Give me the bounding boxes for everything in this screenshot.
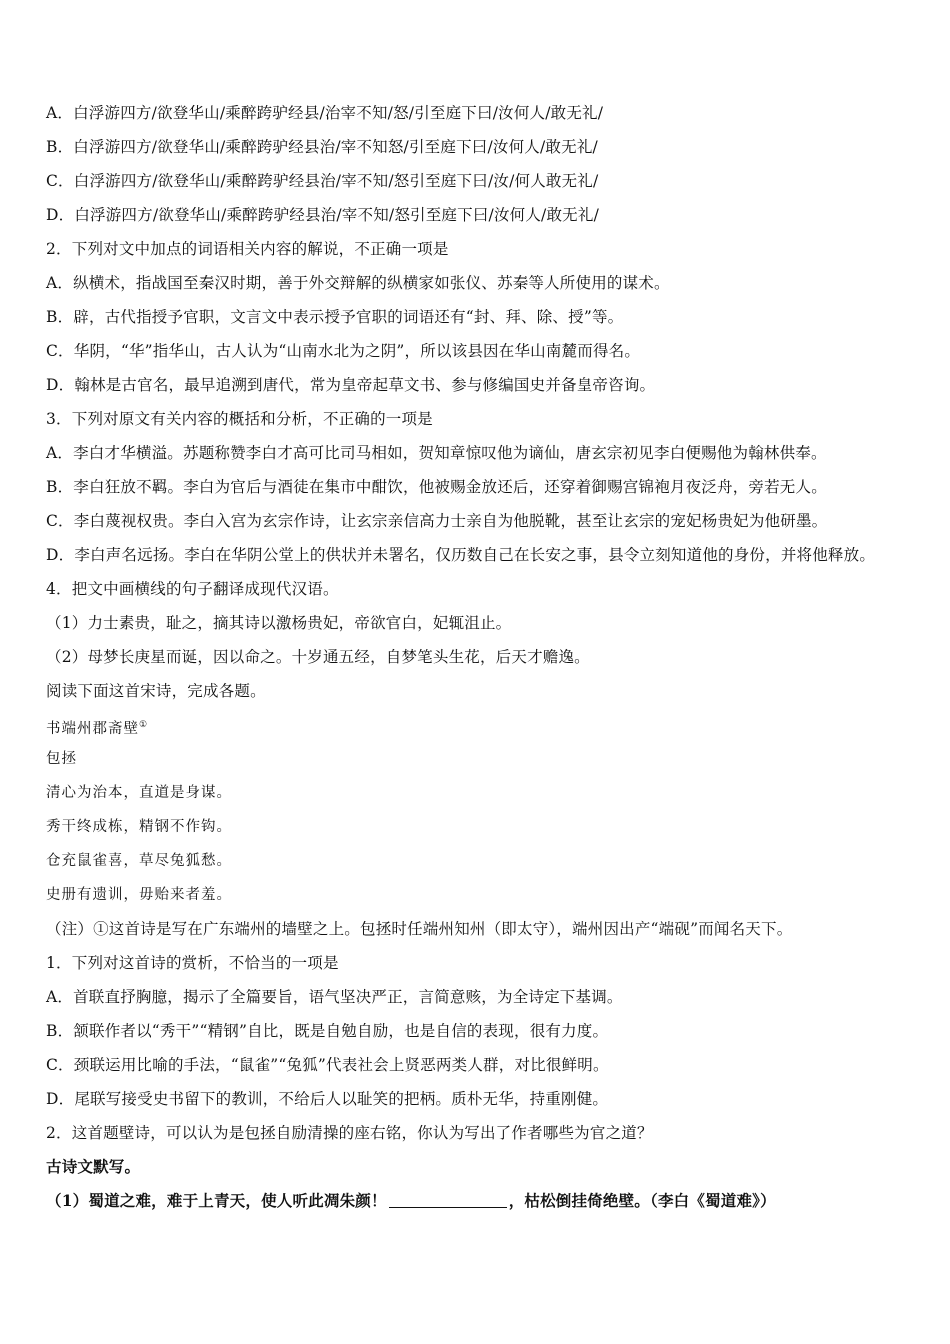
q2-option-a: A．纵横术，指战国至秦汉时期，善于外交辩解的纵横家如张仪、苏秦等人所使用的谋术。 <box>46 274 670 292</box>
poem-title-text: 书端州郡斋壁 <box>46 721 139 737</box>
poem-author: 包拯 <box>46 751 77 767</box>
q3-option-d: D．李白声名远扬。李白在华阴公堂上的供状并未署名，仅历数自己在长安之事，县令立刻知道他的身份，并将他释放。 <box>46 546 876 564</box>
poem-title <box>46 708 906 742</box>
q2-option-d: D．翰林是古官名，最早追溯到唐代，常为皇帝起草文书、参与修编国史并备皇帝咨询。 <box>46 376 656 394</box>
poem-intro: 阅读下面这首宋诗，完成各题。 <box>46 682 266 700</box>
q1-option-a: A．白浮游四方/欲登华山/乘醉跨驴经县/治宰不知/怒/引至庭下曰/汝何人/敢无礼/ <box>46 104 604 122</box>
poem-q1-option-a: A．首联直抒胸臆，揭示了全篇要旨，语气坚决严正，言简意赅，为全诗定下基调。 <box>46 988 623 1006</box>
q3-option-a: A．李白才华横溢。苏题称赞李白才高可比司马相如，贺知章惊叹他为谪仙，唐玄宗初见李白便赐他为翰林供奉。 <box>46 444 827 462</box>
q3-stem: 3．下列对原文有关内容的概括和分析，不正确的一项是 <box>46 410 433 428</box>
dictation-item-suffix: ，枯松倒挂倚绝壁。（李白《蜀道难》） <box>508 1191 776 1210</box>
dictation-item-1 <box>46 1184 906 1218</box>
poem-q1-option-b: B．颔联作者以“秀干”“精钢”自比，既是自勉自励，也是自信的表现，很有力度。 <box>46 1022 609 1040</box>
q1-option-c: C．白浮游四方/欲登华山/乘醉跨驴经县治/宰不知/怒引至庭下曰/汝/何人敢无礼/ <box>46 172 599 190</box>
q4-item-2: （2）母梦长庚星而诞，因以命之。十岁通五经，自梦笔头生花，后天才赡逸。 <box>46 648 590 666</box>
dictation-item-prefix: （1）蜀道之难，难于上青天，使人听此凋朱颜！ <box>46 1191 387 1210</box>
poem-line-4: 史册有遗训，毋贻来者羞。 <box>46 887 232 903</box>
poem-line-1: 清心为治本，直道是身谋。 <box>46 785 232 801</box>
answer-blank[interactable] <box>389 1193 507 1208</box>
poem-title-note-mark: ① <box>139 720 149 730</box>
poem-q1-stem: 1．下列对这首诗的赏析，不恰当的一项是 <box>46 954 339 972</box>
poem-q2-stem: 2．这首题壁诗，可以认为是包拯自励清操的座右铭，你认为写出了作者哪些为官之道？ <box>46 1124 653 1142</box>
q3-option-c: C．李白蔑视权贵。李白入宫为玄宗作诗，让玄宗亲信高力士亲自为他脱靴，甚至让玄宗的宠妃杨贵妃为他研墨。 <box>46 512 828 530</box>
q2-option-b: B．辟，古代指授予官职，文言文中表示授予官职的词语还有“封、拜、除、授”等。 <box>46 308 624 326</box>
poem-q1-option-c: C．颈联运用比喻的手法，“鼠雀”“兔狐”代表社会上贤恶两类人群，对比很鲜明。 <box>46 1056 609 1074</box>
poem-line-3: 仓充鼠雀喜，草尽兔狐愁。 <box>46 853 232 869</box>
poem-line-2: 秀干终成栋，精钢不作钩。 <box>46 819 232 835</box>
q2-stem: 2．下列对文中加点的词语相关内容的解说，不正确一项是 <box>46 240 449 258</box>
poem-note: （注）①这首诗是写在广东端州的墙壁之上。包拯时任端州知州（即太守），端州因出产“端砚”而闻名天下。 <box>46 920 793 938</box>
dictation-heading: 古诗文默写。 <box>46 1157 141 1176</box>
q3-option-b: B．李白狂放不羁。李白为官后与酒徒在集市中酣饮，他被赐金放还后，还穿着御赐宫锦袍月夜泛舟，旁若无人。 <box>46 478 827 496</box>
q2-option-c: C．华阴，“华”指华山，古人认为“山南水北为之阴”，所以该县因在华山南麓而得名。 <box>46 342 641 360</box>
q1-option-b: B．白浮游四方/欲登华山/乘醉跨驴经县治/宰不知怒/引至庭下曰/汝何人/敢无礼/ <box>46 138 598 156</box>
q4-item-1: （1）力士素贵，耻之，摘其诗以激杨贵妃，帝欲官白，妃辄沮止。 <box>46 614 512 632</box>
q1-option-d: D．白浮游四方/欲登华山/乘醉跨驴经县治/宰不知/怒引至庭下曰/汝何人/敢无礼/ <box>46 206 599 224</box>
q4-stem: 4．把文中画横线的句子翻译成现代汉语。 <box>46 580 339 598</box>
poem-q1-option-d: D．尾联写接受史书留下的教训，不给后人以耻笑的把柄。质朴无华，持重刚健。 <box>46 1090 609 1108</box>
document-page <box>46 96 906 1218</box>
